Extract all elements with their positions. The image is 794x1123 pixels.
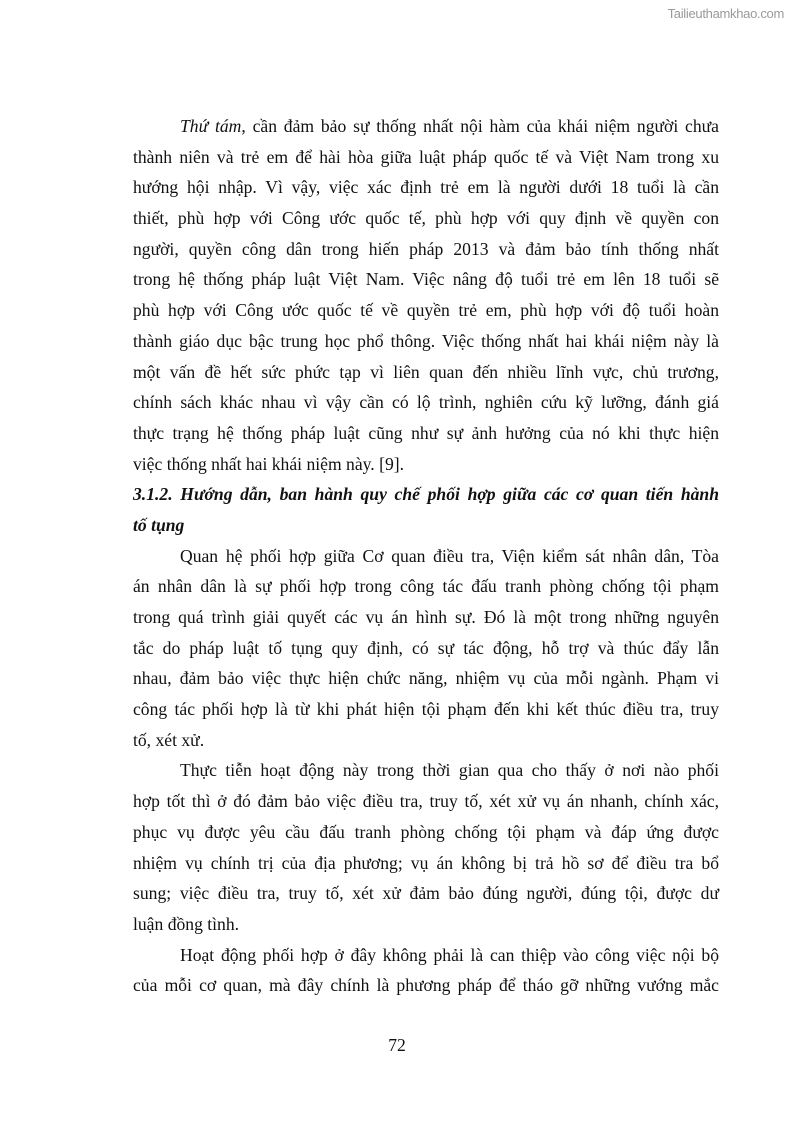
line-text: chính sách khác nhau vì vậy cần có lộ trình, nghiên cứu kỹ lưỡng, đánh giá <box>133 392 719 413</box>
line-text: 3.1.2. Hướng dẫn, ban hành quy chế phối hợp giữa các cơ quan tiến hành <box>133 484 719 505</box>
italic-lead: Thứ tám <box>180 116 242 136</box>
paragraph <box>133 111 719 479</box>
text-line <box>133 541 719 572</box>
text-line <box>133 602 719 633</box>
paragraph <box>133 755 719 939</box>
text-line <box>133 970 719 1001</box>
text-line <box>133 878 719 909</box>
text-line <box>133 295 719 326</box>
line-text: tố, xét xử. <box>133 729 205 750</box>
line-text: nhau, đảm bảo việc thực hiện chức năng, nhiệm vụ của mỗi ngành. Phạm vi <box>133 668 719 689</box>
text-line <box>133 264 719 295</box>
line-text: hợp tốt thì ở đó đảm bảo việc điều tra, truy tố, xét xử vụ án nhanh, chính xác, <box>133 791 719 812</box>
text-line <box>133 449 719 480</box>
line-text: tố tụng <box>133 514 185 535</box>
text-line <box>133 357 719 388</box>
text-line <box>133 725 719 756</box>
line-text: thiết, phù hợp với Công ước quốc tế, phù hợp với quy định về quyền con <box>133 208 719 229</box>
line-text: thực trạng hệ thống pháp luật cũng như sự ảnh hưởng của nó khi thực hiện <box>133 422 719 443</box>
text-line <box>133 479 719 510</box>
line-text: công tác phối hợp là từ khi phát hiện tội phạm đến khi kết thúc điều tra, truy <box>133 699 719 720</box>
text-line <box>133 111 719 142</box>
line-text: việc thống nhất hai khái niệm này. [9]. <box>133 453 404 474</box>
paragraph <box>133 940 719 1001</box>
line-text: nhiệm vụ chính trị của địa phương; vụ án không bị trả hồ sơ để điều tra bổ <box>133 852 719 873</box>
line-text: , cần đảm bảo sự thống nhất nội hàm của khái niệm người chưa <box>241 116 719 136</box>
line-text: của mỗi cơ quan, mà đây chính là phương pháp để tháo gỡ những vướng mắc <box>133 975 719 996</box>
line-text: trong quá trình giải quyết các vụ án hình sự. Đó là một trong những nguyên <box>133 607 719 627</box>
text-line <box>133 571 719 602</box>
line-text: Hoạt động phối hợp ở đây không phải là can thiệp vào công việc nội bộ <box>180 944 719 965</box>
section-heading <box>133 479 719 540</box>
text-line <box>133 940 719 971</box>
document-body <box>133 111 719 1001</box>
text-line <box>133 786 719 817</box>
line-text: tắc do pháp luật tố tụng quy định, có sự tác động, hỗ trợ và thúc đẩy lẫn <box>133 637 719 658</box>
line-text: phục vụ được yêu cầu đấu tranh phòng chống tội phạm và đáp ứng được <box>133 821 719 842</box>
text-line <box>133 510 719 541</box>
text-line <box>133 203 719 234</box>
line-text: một vấn đề hết sức phức tạp vì liên quan đến nhiều lĩnh vực, chủ trương, <box>133 361 719 382</box>
text-line <box>133 234 719 265</box>
text-line <box>133 694 719 725</box>
line-text: sung; việc điều tra, truy tố, xét xử đảm bảo đúng người, đúng tội, được dư <box>133 883 719 904</box>
line-text: hướng hội nhập. Vì vậy, việc xác định trẻ em là người dưới 18 tuổi là cần <box>133 177 719 198</box>
text-line <box>133 663 719 694</box>
line-text: án nhân dân là sự phối hợp trong công tác đấu tranh phòng chống tội phạm <box>133 576 719 597</box>
text-line <box>133 387 719 418</box>
watermark: Tailieuthamkhao.com <box>667 6 784 21</box>
text-line <box>133 909 719 940</box>
text-line <box>133 418 719 449</box>
text-line <box>133 172 719 203</box>
text-line <box>133 817 719 848</box>
text-line <box>133 326 719 357</box>
text-line <box>133 848 719 879</box>
line-text: Quan hệ phối hợp giữa Cơ quan điều tra, Viện kiểm sát nhân dân, Tòa <box>180 545 719 566</box>
text-line <box>133 633 719 664</box>
text-line <box>133 142 719 173</box>
line-text: luận đồng tình. <box>133 913 240 934</box>
paragraph <box>133 541 719 756</box>
text-line <box>133 755 719 786</box>
page-number: 72 <box>388 1035 406 1055</box>
line-text: phù hợp với Công ước quốc tế về quyền trẻ em, phù hợp với độ tuổi hoàn <box>133 300 719 321</box>
line-text: Thực tiễn hoạt động này trong thời gian qua cho thấy ở nơi nào phối <box>180 760 719 781</box>
line-text: thành giáo dục bậc trung học phổ thông. Việc thống nhất hai khái niệm này là <box>133 330 719 351</box>
line-text: người, quyền công dân trong hiến pháp 2013 và đảm bảo tính thống nhất <box>133 238 719 259</box>
line-text: trong hệ thống pháp luật Việt Nam. Việc nâng độ tuổi trẻ em lên 18 tuổi sẽ <box>133 269 719 290</box>
line-text: thành niên và trẻ em để hài hòa giữa luật pháp quốc tế và Việt Nam trong xu <box>133 146 719 167</box>
